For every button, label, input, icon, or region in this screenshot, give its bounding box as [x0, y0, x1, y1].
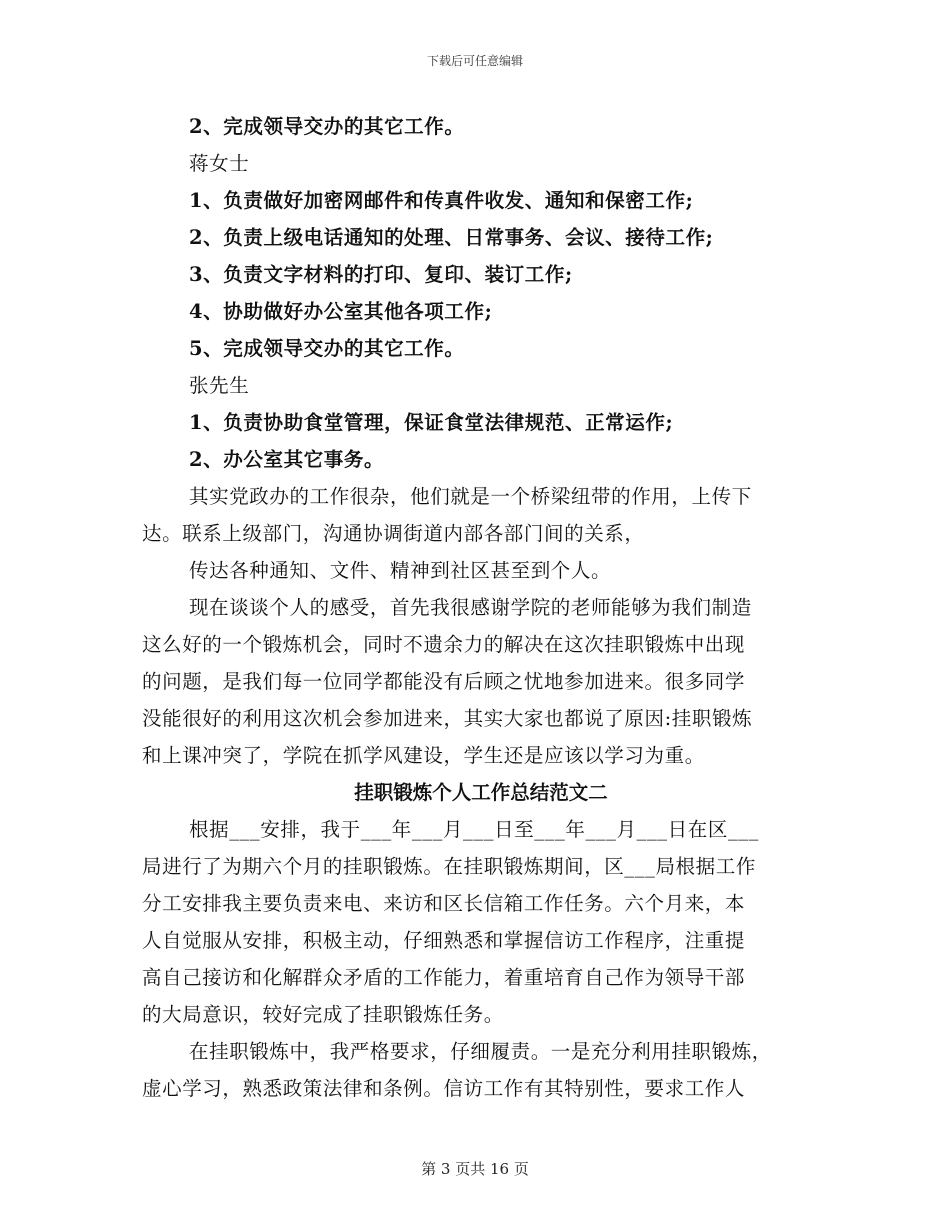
paragraph-line: 和上课冲突了，学院在抓学风建设，学生还是应该以学习为重。 [142, 744, 705, 767]
duty-line: 5、完成领导交办的其它工作。 [189, 337, 465, 360]
duty-line: 2、负责上级电话通知的处理、日常事务、会议、接待工作; [189, 226, 714, 249]
paragraph-line: 的问题，是我们每一位同学都能没有后顾之忧地参加进来。很多同学 [142, 670, 746, 693]
duty-line: 3、负责文字材料的打印、复印、装订工作; [189, 263, 573, 286]
paragraph-line: 虚心学习，熟悉政策法律和条例。信访工作有其特别性，要求工作人 [142, 1077, 746, 1100]
paragraph-line: 根据___安排，我于___年___月___日至___年___月___日在区___ [189, 818, 759, 841]
paragraph-line: 人自觉服从安排，积极主动，仔细熟悉和掌握信访工作程序，注重提 [142, 929, 746, 952]
paragraph-line: 高自己接访和化解群众矛盾的工作能力，着重培育自己作为领导干部 [142, 966, 746, 989]
section-title: 挂职锻炼个人工作总结范文二 [354, 781, 608, 804]
paragraph-line: 传达各种通知、文件、精神到社区甚至到个人。 [189, 559, 612, 582]
paragraph-line: 这么好的一个锻炼机会，同时不遗余力的解决在这次挂职锻炼中出现 [142, 633, 746, 656]
paragraph-line: 局进行了为期六个月的挂职锻炼。在挂职锻炼期间，区___局根据工作 [142, 855, 756, 878]
page-header: 下载后可任意编辑 [426, 54, 523, 68]
staff-name: 蒋女士 [189, 152, 250, 175]
duty-line: 4、协助做好办公室其他各项工作; [189, 300, 493, 323]
document-body [142, 108, 802, 1107]
page-footer: 第 3 页共 16 页 [421, 1160, 529, 1178]
paragraph-line: 分工安排我主要负责来电、来访和区长信箱工作任务。六个月来，本 [142, 892, 746, 915]
duty-line: 1、负责做好加密网邮件和传真件收发、通知和保密工作; [189, 189, 694, 212]
paragraph-line: 达。联系上级部门，沟通协调街道内部各部门间的关系， [142, 522, 645, 545]
paragraph-line: 其实党政办的工作很杂，他们就是一个桥梁纽带的作用，上传下 [189, 485, 752, 508]
paragraph-line: 现在谈谈个人的感受，首先我很感谢学院的老师能够为我们制造 [189, 596, 752, 619]
duty-line: 2、办公室其它事务。 [189, 448, 385, 471]
staff-name: 张先生 [189, 374, 250, 397]
duty-line: 2、完成领导交办的其它工作。 [189, 115, 465, 138]
paragraph-line: 在挂职锻炼中，我严格要求，仔细履责。一是充分利用挂职锻炼， [189, 1040, 772, 1063]
paragraph-line: 没能很好的利用这次机会参加进来，其实大家也都说了原因:挂职锻炼 [142, 707, 753, 730]
duty-line: 1、负责协助食堂管理，保证食堂法律规范、正常运作; [189, 411, 674, 434]
paragraph-line: 的大局意识，较好完成了挂职锻炼任务。 [142, 1003, 504, 1026]
